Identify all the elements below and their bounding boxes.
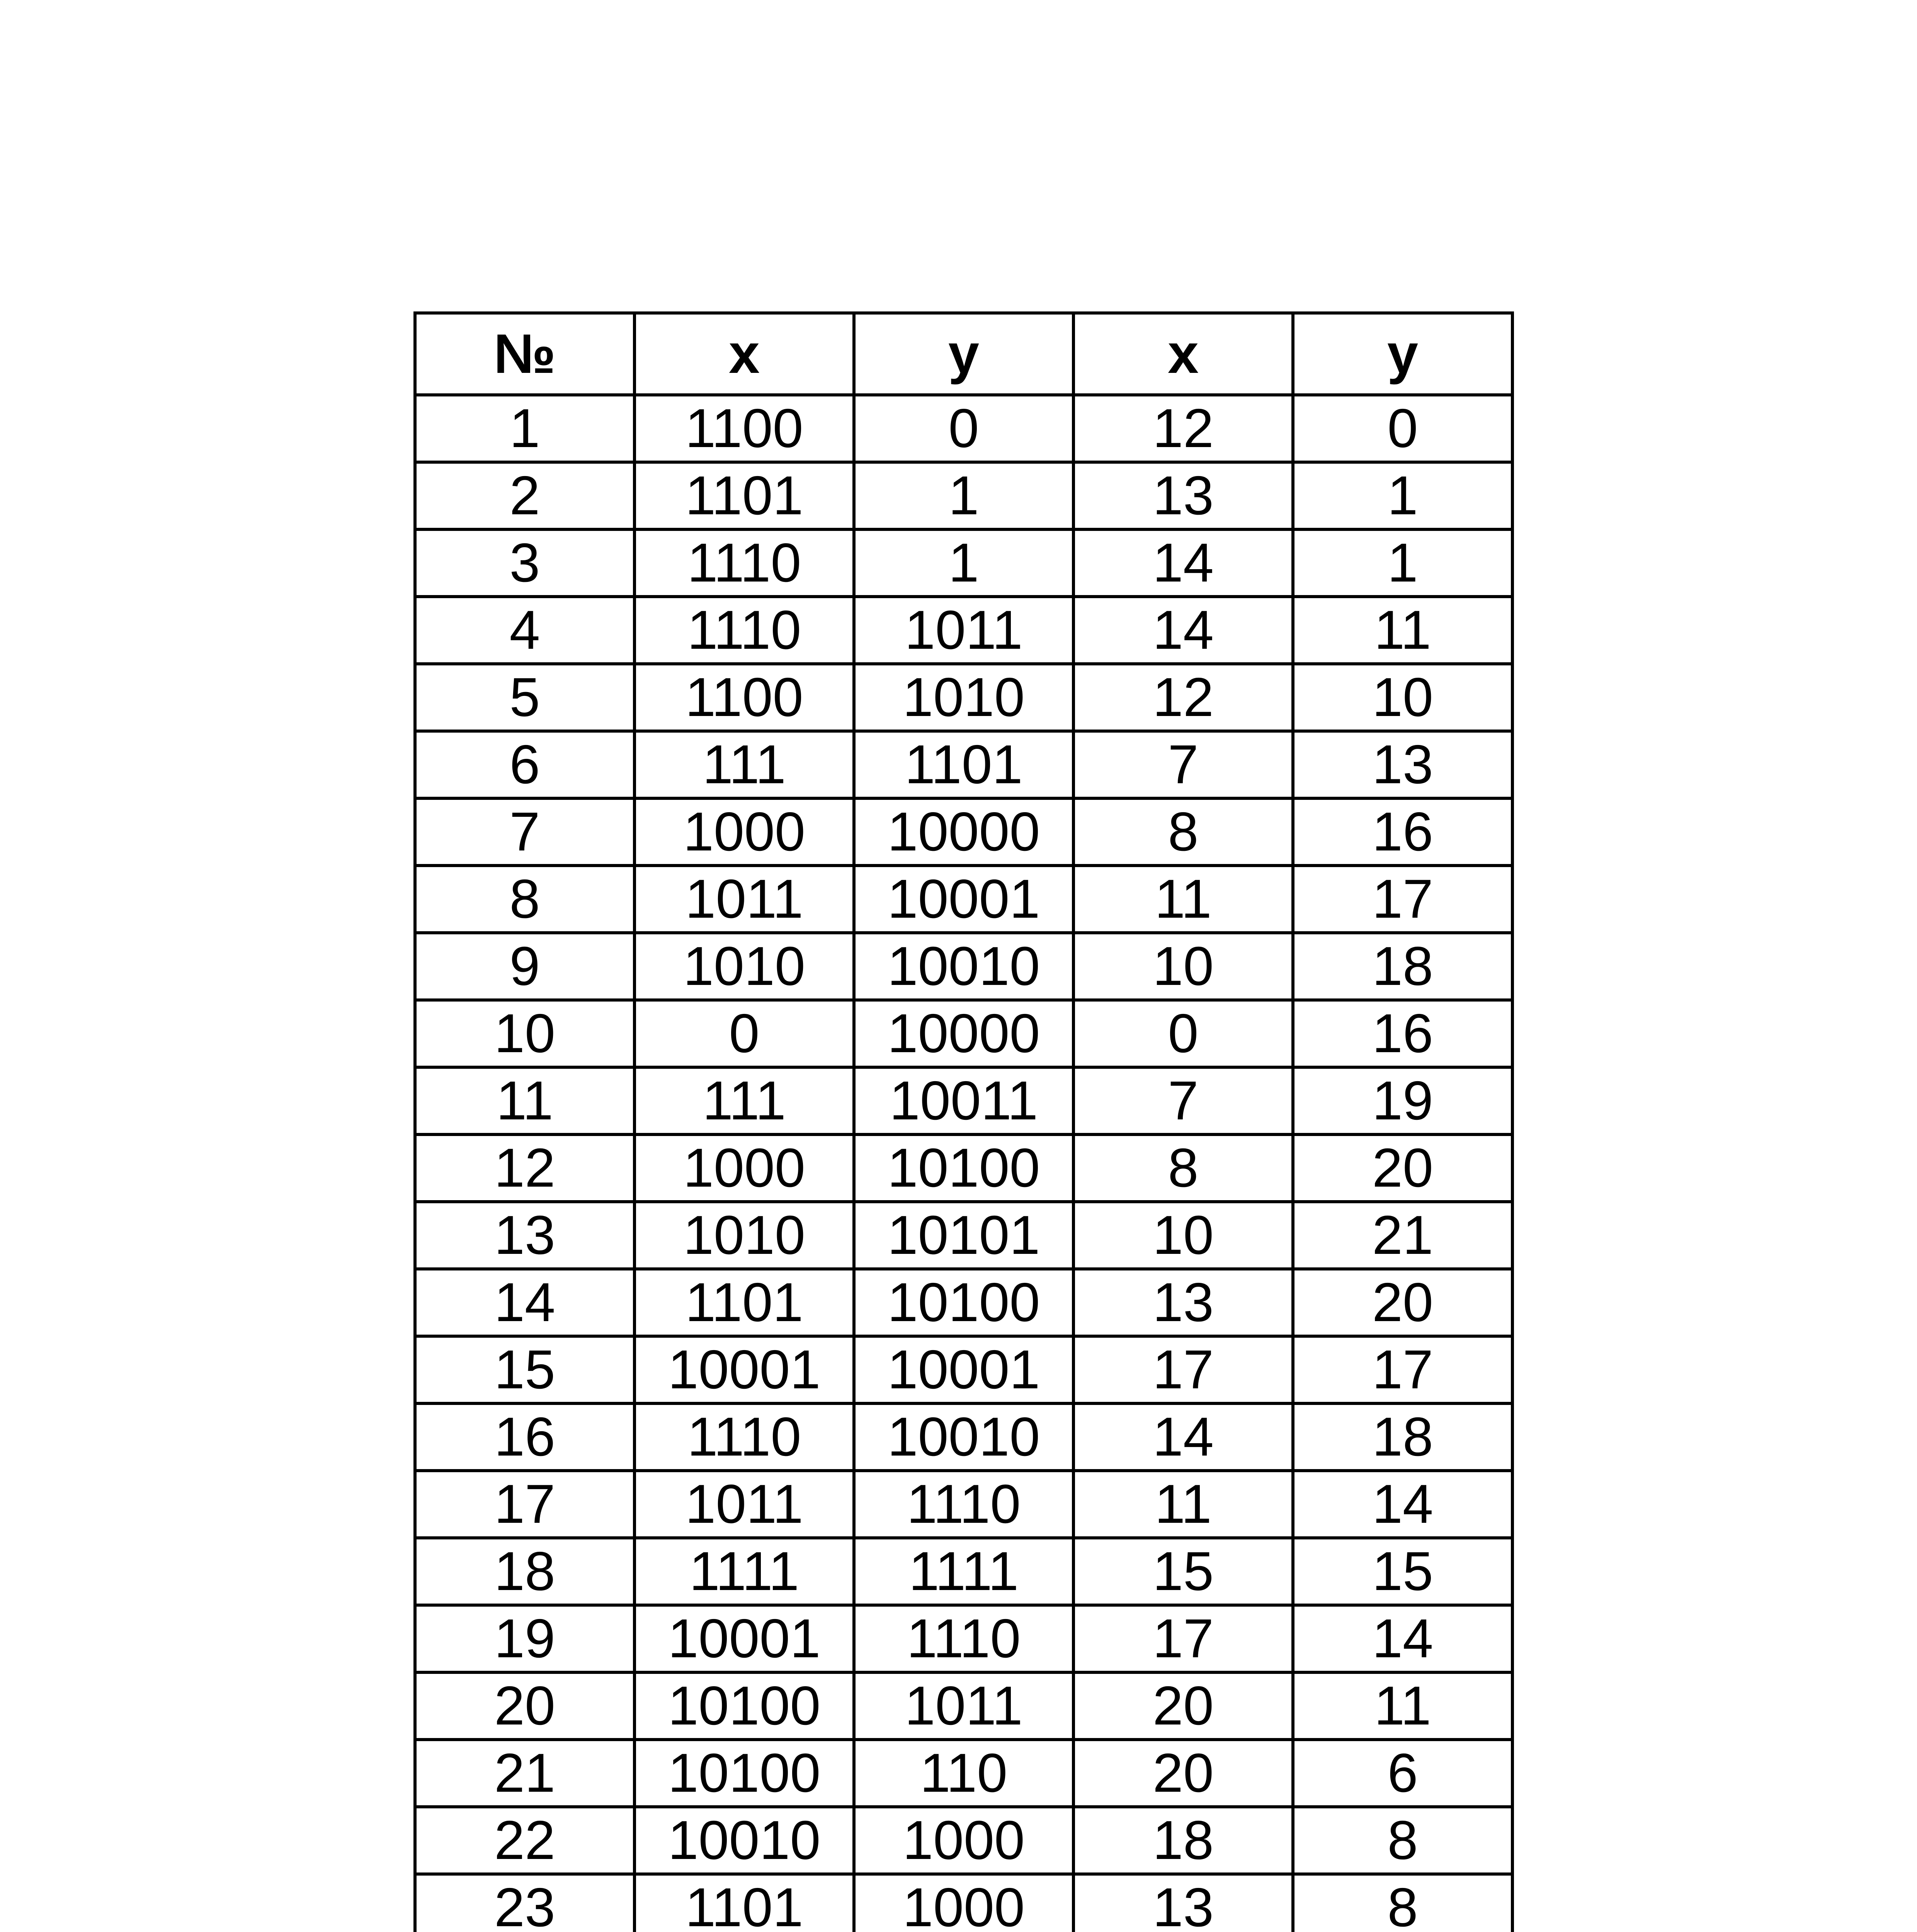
- cell-y-binary: 10000: [854, 1000, 1073, 1067]
- cell-y-binary: 1011: [854, 1672, 1073, 1740]
- cell-y-decimal: 17: [1293, 866, 1512, 933]
- cell-x-decimal: 11: [1073, 1471, 1293, 1538]
- cell-x-decimal: 8: [1073, 1134, 1293, 1202]
- cell-x-binary: 10100: [634, 1672, 854, 1740]
- table-row: [415, 529, 1512, 597]
- cell-number: 17: [415, 1471, 634, 1538]
- cell-y-binary: 1110: [854, 1471, 1073, 1538]
- cell-x-decimal: 20: [1073, 1672, 1293, 1740]
- cell-x-binary: 1110: [634, 597, 854, 664]
- cell-x-binary: 1000: [634, 798, 854, 866]
- cell-number: 1: [415, 395, 634, 462]
- cell-x-binary: 0: [634, 1000, 854, 1067]
- cell-y-decimal: 13: [1293, 731, 1512, 798]
- cell-number: 19: [415, 1605, 634, 1672]
- table-header: [415, 313, 1512, 395]
- cell-x-decimal: 7: [1073, 1067, 1293, 1134]
- cell-x-binary: 1110: [634, 529, 854, 597]
- cell-x-decimal: 12: [1073, 395, 1293, 462]
- table-row: [415, 395, 1512, 462]
- cell-y-binary: 1: [854, 462, 1073, 529]
- cell-y-binary: 1000: [854, 1807, 1073, 1874]
- cell-x-decimal: 14: [1073, 597, 1293, 664]
- cell-y-decimal: 1: [1293, 529, 1512, 597]
- cell-x-decimal: 17: [1073, 1605, 1293, 1672]
- cell-x-decimal: 10: [1073, 933, 1293, 1000]
- cell-y-binary: 110: [854, 1740, 1073, 1807]
- cell-x-binary: 1000: [634, 1134, 854, 1202]
- cell-number: 15: [415, 1336, 634, 1403]
- cell-y-binary: 10100: [854, 1134, 1073, 1202]
- cell-y-binary: 1101: [854, 731, 1073, 798]
- cell-x-decimal: 13: [1073, 1874, 1293, 1932]
- cell-y-binary: 1110: [854, 1605, 1073, 1672]
- header-number: №: [415, 313, 634, 395]
- table-row: [415, 1471, 1512, 1538]
- table-row: [415, 1874, 1512, 1932]
- cell-y-decimal: 10: [1293, 664, 1512, 731]
- cell-x-decimal: 7: [1073, 731, 1293, 798]
- cell-x-decimal: 18: [1073, 1807, 1293, 1874]
- cell-number: 3: [415, 529, 634, 597]
- cell-x-binary: 1011: [634, 866, 854, 933]
- cell-y-decimal: 18: [1293, 933, 1512, 1000]
- cell-y-decimal: 1: [1293, 462, 1512, 529]
- cell-x-binary: 1111: [634, 1538, 854, 1605]
- cell-number: 5: [415, 664, 634, 731]
- cell-y-decimal: 18: [1293, 1403, 1512, 1471]
- cell-number: 13: [415, 1202, 634, 1269]
- table-row: [415, 798, 1512, 866]
- cell-x-decimal: 13: [1073, 462, 1293, 529]
- table-row: [415, 1672, 1512, 1740]
- cell-number: 23: [415, 1874, 634, 1932]
- cell-x-decimal: 12: [1073, 664, 1293, 731]
- table-row: [415, 866, 1512, 933]
- cell-y-decimal: 0: [1293, 395, 1512, 462]
- cell-y-decimal: 17: [1293, 1336, 1512, 1403]
- table-row: [415, 1134, 1512, 1202]
- cell-number: 7: [415, 798, 634, 866]
- cell-x-binary: 1011: [634, 1471, 854, 1538]
- cell-number: 11: [415, 1067, 634, 1134]
- table-row: [415, 462, 1512, 529]
- table-row: [415, 1067, 1512, 1134]
- cell-y-decimal: 19: [1293, 1067, 1512, 1134]
- coordinates-table: [413, 311, 1514, 1932]
- cell-x-decimal: 13: [1073, 1269, 1293, 1336]
- table-row: [415, 1807, 1512, 1874]
- cell-number: 12: [415, 1134, 634, 1202]
- table-row: [415, 933, 1512, 1000]
- cell-x-binary: 1010: [634, 1202, 854, 1269]
- table-row: [415, 1538, 1512, 1605]
- cell-number: 18: [415, 1538, 634, 1605]
- cell-x-binary: 10010: [634, 1807, 854, 1874]
- header-x-binary: x: [634, 313, 854, 395]
- cell-number: 16: [415, 1403, 634, 1471]
- cell-x-binary: 1101: [634, 462, 854, 529]
- cell-y-decimal: 6: [1293, 1740, 1512, 1807]
- cell-x-binary: 10100: [634, 1740, 854, 1807]
- cell-y-decimal: 16: [1293, 798, 1512, 866]
- cell-y-binary: 10001: [854, 866, 1073, 933]
- cell-y-binary: 10011: [854, 1067, 1073, 1134]
- table-row: [415, 664, 1512, 731]
- cell-y-decimal: 14: [1293, 1605, 1512, 1672]
- table-row: [415, 731, 1512, 798]
- cell-x-decimal: 15: [1073, 1538, 1293, 1605]
- cell-x-binary: 1101: [634, 1269, 854, 1336]
- header-y-decimal: y: [1293, 313, 1512, 395]
- cell-x-binary: 1101: [634, 1874, 854, 1932]
- table-row: [415, 1403, 1512, 1471]
- cell-number: 14: [415, 1269, 634, 1336]
- cell-y-decimal: 20: [1293, 1134, 1512, 1202]
- cell-x-binary: 1100: [634, 395, 854, 462]
- cell-x-binary: 1010: [634, 933, 854, 1000]
- header-row: [415, 313, 1512, 395]
- cell-y-binary: 1111: [854, 1538, 1073, 1605]
- cell-y-binary: 10010: [854, 1403, 1073, 1471]
- table-row: [415, 1269, 1512, 1336]
- cell-number: 22: [415, 1807, 634, 1874]
- cell-y-decimal: 11: [1293, 1672, 1512, 1740]
- cell-y-decimal: 20: [1293, 1269, 1512, 1336]
- cell-y-decimal: 11: [1293, 597, 1512, 664]
- cell-y-binary: 1: [854, 529, 1073, 597]
- cell-y-decimal: 8: [1293, 1874, 1512, 1932]
- header-y-binary: y: [854, 313, 1073, 395]
- cell-x-binary: 111: [634, 731, 854, 798]
- table-body: [415, 395, 1512, 1932]
- table-row: [415, 1336, 1512, 1403]
- cell-y-binary: 1000: [854, 1874, 1073, 1932]
- cell-y-binary: 10010: [854, 933, 1073, 1000]
- cell-y-binary: 1010: [854, 664, 1073, 731]
- cell-x-decimal: 11: [1073, 866, 1293, 933]
- cell-x-decimal: 17: [1073, 1336, 1293, 1403]
- cell-x-decimal: 10: [1073, 1202, 1293, 1269]
- table-row: [415, 597, 1512, 664]
- cell-y-binary: 10001: [854, 1336, 1073, 1403]
- cell-number: 21: [415, 1740, 634, 1807]
- cell-number: 8: [415, 866, 634, 933]
- cell-y-decimal: 8: [1293, 1807, 1512, 1874]
- cell-x-binary: 1100: [634, 664, 854, 731]
- header-x-decimal: x: [1073, 313, 1293, 395]
- cell-y-decimal: 14: [1293, 1471, 1512, 1538]
- cell-number: 6: [415, 731, 634, 798]
- cell-y-decimal: 15: [1293, 1538, 1512, 1605]
- cell-y-decimal: 21: [1293, 1202, 1512, 1269]
- table-row: [415, 1000, 1512, 1067]
- cell-y-binary: 1011: [854, 597, 1073, 664]
- table-row: [415, 1740, 1512, 1807]
- cell-y-binary: 0: [854, 395, 1073, 462]
- cell-x-binary: 10001: [634, 1336, 854, 1403]
- cell-x-binary: 1110: [634, 1403, 854, 1471]
- cell-number: 2: [415, 462, 634, 529]
- cell-y-decimal: 16: [1293, 1000, 1512, 1067]
- table-row: [415, 1202, 1512, 1269]
- cell-number: 20: [415, 1672, 634, 1740]
- cell-y-binary: 10100: [854, 1269, 1073, 1336]
- cell-y-binary: 10000: [854, 798, 1073, 866]
- cell-number: 10: [415, 1000, 634, 1067]
- cell-y-binary: 10101: [854, 1202, 1073, 1269]
- cell-x-decimal: 0: [1073, 1000, 1293, 1067]
- cell-x-decimal: 14: [1073, 1403, 1293, 1471]
- table-row: [415, 1605, 1512, 1672]
- cell-x-binary: 111: [634, 1067, 854, 1134]
- cell-x-decimal: 8: [1073, 798, 1293, 866]
- cell-x-binary: 10001: [634, 1605, 854, 1672]
- cell-x-decimal: 20: [1073, 1740, 1293, 1807]
- cell-number: 9: [415, 933, 634, 1000]
- cell-number: 4: [415, 597, 634, 664]
- cell-x-decimal: 14: [1073, 529, 1293, 597]
